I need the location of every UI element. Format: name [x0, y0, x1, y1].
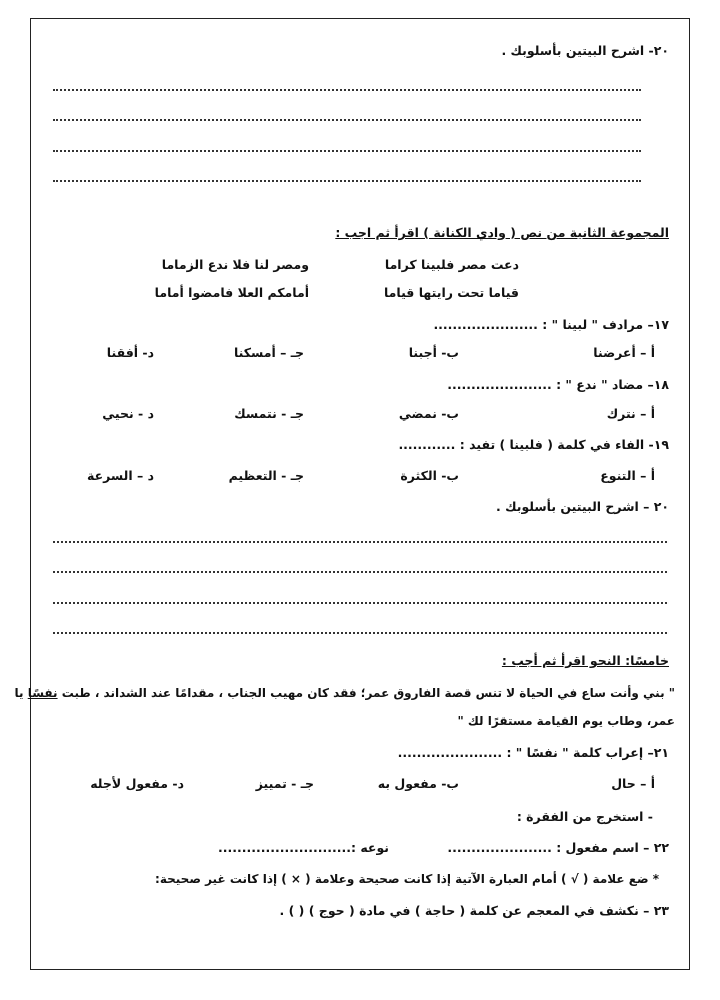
q19-option-a[interactable]: أ – التنوع	[600, 468, 655, 483]
q18-option-c[interactable]: جـ - نتمسك	[234, 406, 304, 421]
q17-option-c[interactable]: جـ – أمسكنا	[233, 345, 304, 360]
q18-option-d[interactable]: د - نحيي	[102, 406, 154, 421]
answer-line	[53, 571, 667, 573]
instruction-note: * ضع علامة ( √ ) أمام العبارة الآتية إذا كانت صحيحة وعلامة ( × ) إذا كانت غير صحيحة:	[155, 872, 659, 886]
q19-option-b[interactable]: ب- الكثرة	[400, 468, 459, 483]
q19-option-c[interactable]: جـ - التعظيم	[228, 468, 304, 483]
section5-title: خامسًا: النحو اقرأ ثم أجب :	[501, 653, 669, 668]
question-23: ٢٣ – نكشف في المعجم عن كلمة ( حاجة ) في مادة ( حوج ) ( ) .	[279, 903, 669, 918]
poem-verse2-a: قياما تحت رايتها قياما	[383, 285, 519, 300]
q18-option-a[interactable]: أ – نترك	[606, 406, 655, 421]
group2-title: المجموعة الثانية من نص ( وادي الكنانة ) اقرأ ثم اجب :	[335, 225, 669, 240]
q17-option-b[interactable]: ب- أجبنا	[408, 345, 459, 360]
q17-option-a[interactable]: أ – أعرضنا	[593, 345, 655, 360]
passage-line1	[15, 685, 676, 701]
passage-line2: عمر، وطاب يوم القيامة مستقرًا لك "	[457, 714, 675, 728]
q21-option-d[interactable]: د- مفعول لأجله	[90, 776, 184, 791]
question-18: ١٨– مضاد " ندع " : ......................	[447, 377, 669, 392]
poem-verse1-a: دعت مصر فلبينا كراما	[384, 257, 519, 272]
answer-line	[53, 632, 667, 634]
question-22-type: نوعه :............................	[218, 840, 389, 855]
question-21: ٢١– إعراب كلمة " نفسًا " : ......................	[397, 745, 669, 760]
answer-line	[53, 541, 667, 543]
answer-line	[53, 180, 641, 182]
question-22: ٢٢ – اسم مفعول : ......................	[447, 840, 669, 855]
poem-verse1-b: ومصر لنا فلا ندع الزماما	[161, 257, 309, 272]
answer-line	[53, 150, 641, 152]
question-17: ١٧– مرادف " لبينا " : ......................	[433, 317, 669, 332]
question-20b: ٢٠ – اشرح البيتين بأسلوبك .	[496, 499, 669, 514]
q21-option-b[interactable]: ب- مفعول به	[377, 776, 459, 791]
q19-option-d[interactable]: د – السرعة	[87, 468, 154, 483]
answer-line	[53, 89, 641, 91]
passage-text: " بني وأنت ساع في الحياة لا تنس قصة الفاروق عمر؛ فقد كان مهيب الجناب ، مقدامًا عند الشداند ، طبت	[57, 686, 675, 700]
extract-instruction: - استخرج من الفقرة :	[516, 809, 653, 824]
answer-line	[53, 602, 667, 604]
answer-line	[53, 119, 641, 121]
exam-page	[14, 18, 690, 970]
passage-text-end: يا	[14, 686, 28, 700]
q18-option-b[interactable]: ب- نمضي	[398, 406, 459, 421]
q21-option-a[interactable]: أ – حال	[611, 776, 655, 791]
question-19: ١٩- الفاء في كلمة ( فلبينا ) تفيد : ............	[398, 437, 669, 452]
question-20a: ٢٠- اشرح البيتين بأسلوبك .	[501, 43, 669, 58]
q21-option-c[interactable]: جـ - تمييز	[255, 776, 314, 791]
q17-option-d[interactable]: د- أفقنا	[106, 345, 154, 360]
poem-verse2-b: أمامكم العلا فامضوا أماما	[154, 285, 309, 300]
passage-underlined-word: نفسًا	[27, 686, 58, 700]
